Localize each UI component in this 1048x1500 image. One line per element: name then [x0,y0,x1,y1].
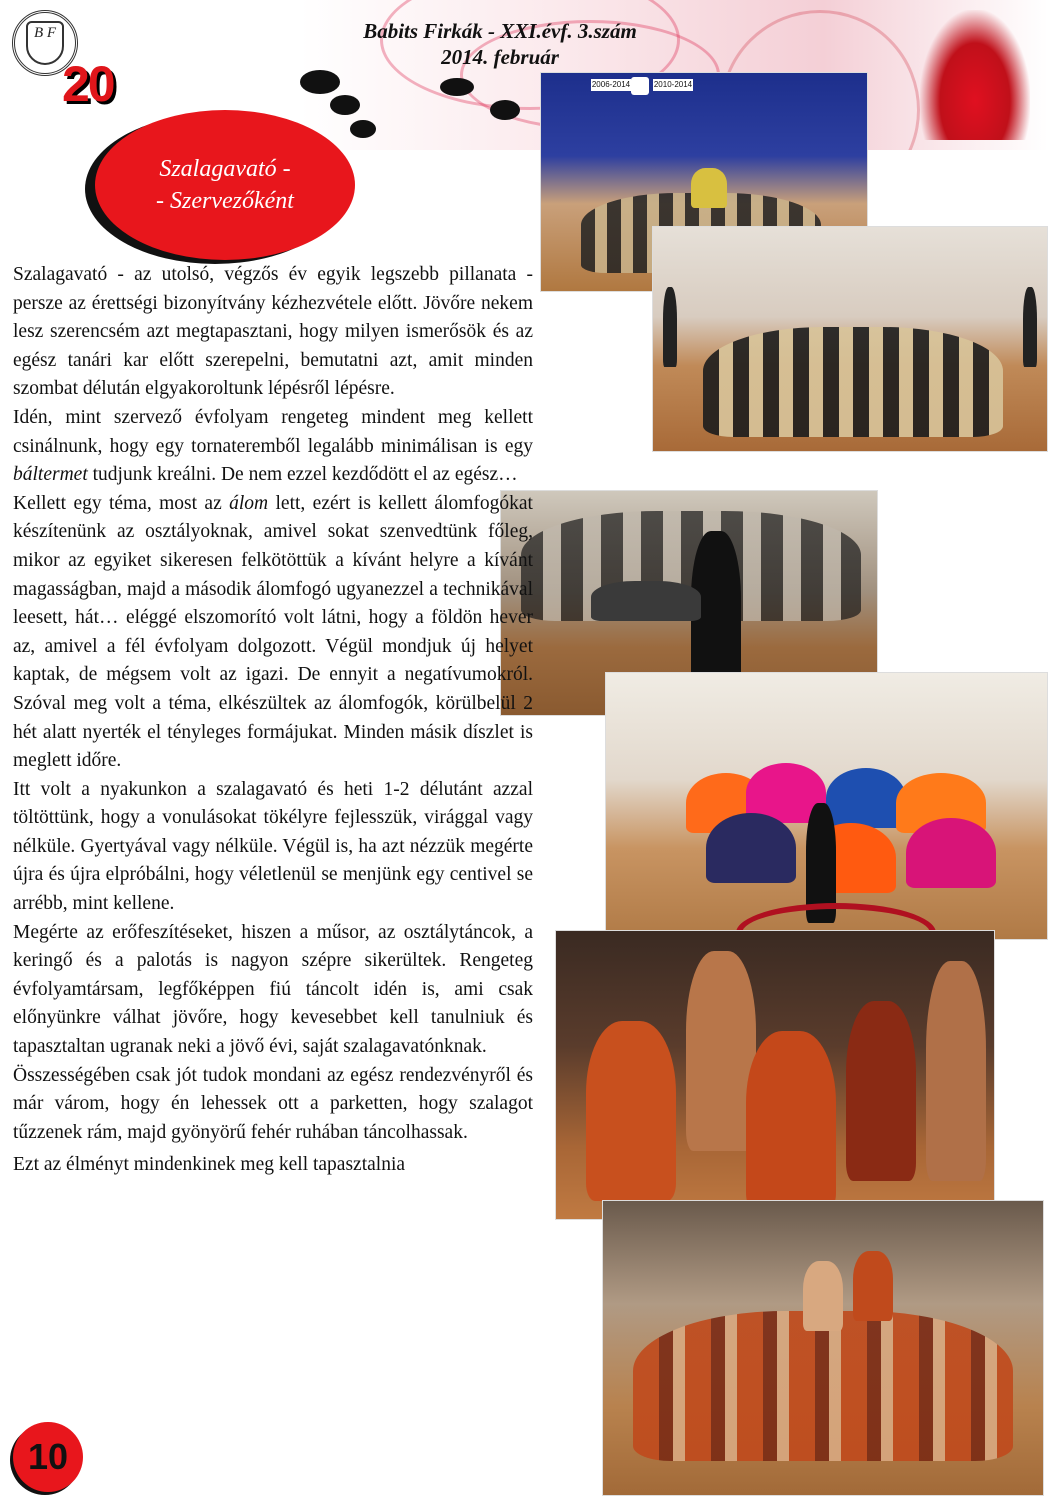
vine-ornament [490,100,520,120]
dancer-figure [926,961,986,1181]
paragraph: Megérte az erőfeszítéseket, hiszen a műsor, az osztálytáncok, a keringő és a palotás is nagyon szépre sikerültek. Rengeteg évfolyamtársam, legfőképpen fiú táncolt idén is, ami csak előnyünkre válhat jövőre, hogy kevesebbet kell tanulniuk és tapasztaltan ugranak neki a jövő évi, saját szalagavatónknak. [13,921,533,1058]
publication-title: Babits Firkák - XXI.évf. 3.szám [363,19,637,43]
photo-hula-dance-group [652,226,1048,452]
photo-caveman-finale [602,1200,1044,1496]
dancer-group [703,327,1003,437]
stage-banner-left: 2006-2014 [591,80,631,89]
logo-text: B F [26,21,64,65]
paragraph: Szalagavató - az utolsó, végzős év egyik legszebb pillanata - persze az érettségi bizonyítvány kézhezvétele előtt. Jövőre nekem lesz szerencsém azt megtapasztani, hogy milyen ismerősök és az egész tanári kar előtt szerepelni, bemutatni azt, amit minden szombat délután elgyakoroltunk lépésről lépésre. [13,264,533,400]
umbrella-navy [706,813,796,883]
dancer-figure-art [920,10,1030,140]
paragraph: Idén, mint szervező évfolyam rengeteg mindent meg kellett csinálnunk, hogy egy tornateremből legalább minimálisan is egy báltermet tudjunk kreálni. De nem ezzel kezdődött el az egész… [13,406,533,486]
stage-banner-right: 2010-2014 [653,80,693,89]
paragraph: Kellett egy téma, most az álom lett, ezért is kellett álomfogókat készítenünk az osztályoknak, amivel sokat szenvedtünk főleg, mikor az egyiket sikeresen felkötöttük a kívánt helyre a kívánt magasságban, majd a második álomfogó ugyanezzel a technikával leesett, hát… eléggé elszomorító volt látni, hogy a földön hever az, amivel a fél évfolyam dolgozott. Végül mondjuk új helyet kaptak, de mégsem volt az igazi. De ennyit a negatívumokról. Szóval meg volt a téma, elkészültek az álomfogók, körülbelül 2 hét alatt nyerték el tényleges formájukat. Minden másik díszlet is meglett időre. [13,492,533,772]
vine-ornament [350,120,376,138]
audience-figure [1023,287,1037,367]
vine-ornament [300,70,340,94]
stage-emblem [631,77,649,95]
dancer-figure [803,1261,843,1331]
page-number: 10 [13,1422,83,1492]
publication-header [300,18,700,70]
paragraph: Itt volt a nyakunkon a szalagavató és heti 1-2 délutánt azzal töltöttünk, hogy a vonulásokat tökélyre fejlesszük, virággal vagy nélküle. Gyertyával vagy nélküle. Végül is, ha azt nézzük megérte újra és újra elpróbálni, hogy véletlenül se menjünk egy centivel se arrébb, mint kellene. [13,778,533,915]
vine-ornament [440,78,474,96]
audience-figure [663,287,677,367]
umbrella-blue [826,768,906,828]
dancer-costume [746,1031,836,1211]
issue-badge: 20 [62,56,114,112]
dancer-costume [586,1021,676,1201]
publication-date: 2014. február [441,45,559,69]
emphasis: álom [229,492,269,514]
photo-umbrella-dance [605,672,1048,940]
article-title-oval [95,110,355,260]
dancer-dipped [591,581,701,621]
dancer-costume [846,1001,916,1181]
article-body [13,261,533,1180]
paragraph: Összességében csak jót tudok mondani az egész rendezvényről és már várom, hogy én lehessek ott a parketten, hogy szalagot tűzzenek rám, majd gyönyörű fehér ruhában táncolhassak. [13,1064,533,1143]
dancer-lifted [691,168,727,208]
photo-caveman-dance [555,930,995,1220]
vine-ornament [330,95,360,115]
dancer-figure [853,1251,893,1321]
dancer-group [633,1311,1013,1461]
umbrella-pink [906,818,996,888]
emphasis: báltermet [13,464,88,486]
article-title-line2: - Szervezőként [156,188,294,214]
closing-line: Ezt az élményt mindenkinek meg kell tapasztalnia [13,1154,406,1176]
article-title-line1: Szalagavató - [159,156,291,182]
